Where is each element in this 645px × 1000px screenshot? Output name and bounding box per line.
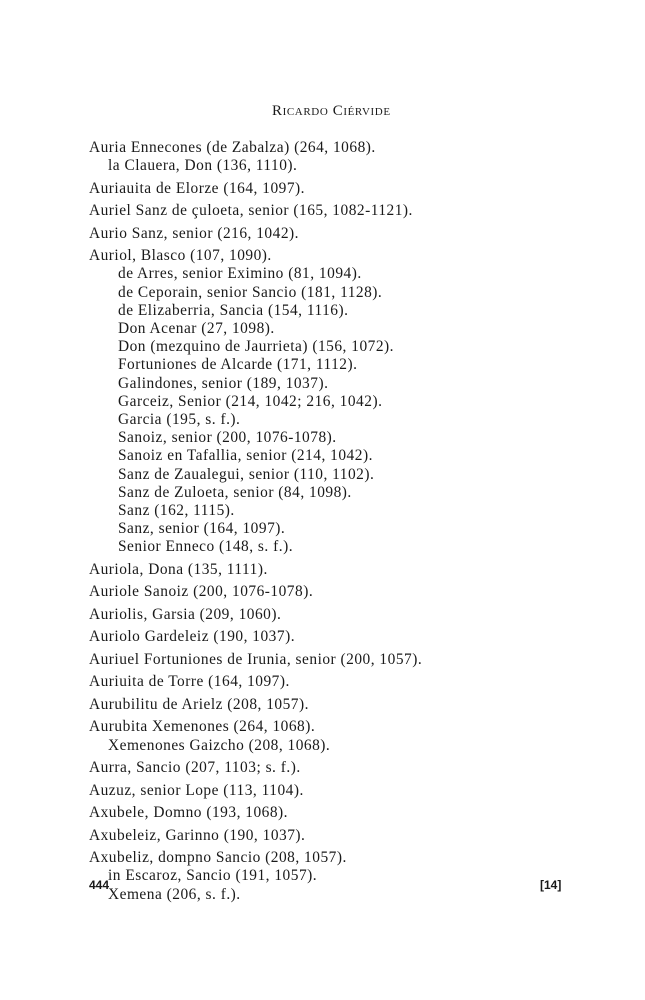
index-subentry: Sanz (162, 1115). bbox=[118, 502, 235, 519]
index-entry: Auria Ennecones (de Zabalza) (264, 1068). bbox=[89, 139, 376, 156]
index-entry: Auriauita de Elorze (164, 1097). bbox=[89, 179, 306, 197]
index-subentry: Sanz de Zuloeta, senior (84, 1098). bbox=[118, 483, 352, 501]
index-entry: Auriel Sanz de çuloeta, senior (165, 1082-1121). bbox=[89, 202, 413, 220]
page-number: 444 bbox=[89, 878, 110, 892]
index-subentry: Don (mezquino de Jaurrieta) (156, 1072). bbox=[118, 338, 395, 356]
index-entry: Auzuz, senior Lope (113, 1104). bbox=[89, 781, 304, 799]
index-subentry: Galindones, senior (189, 1037). bbox=[118, 374, 329, 392]
index-entry: Aurubilitu de Arielz (208, 1057). bbox=[89, 695, 309, 713]
index-subentry: Sanz de Zaualegui, senior (110, 1102). bbox=[118, 465, 375, 483]
index-subentry: de Arres, senior Eximino (81, 1094). bbox=[118, 265, 362, 283]
index-entry: Auriolis, Garsia (209, 1060). bbox=[89, 605, 282, 623]
index-entry: Auriol, Blasco (107, 1090). bbox=[89, 247, 272, 265]
index-entry: Axubele, Domno (193, 1068). bbox=[89, 804, 289, 822]
signature-mark: [14] bbox=[540, 878, 562, 892]
index-entry: Aurubita Xemenones (264, 1068). bbox=[89, 718, 316, 736]
index-entry: Axubeleiz, Garinno (190, 1037). bbox=[89, 826, 306, 844]
index-subentry: Xemenones Gaizcho (208, 1068). bbox=[108, 736, 331, 754]
index-subentry: de Elizaberria, Sancia (154, 1116). bbox=[118, 301, 349, 319]
index-subentry: in Escaroz, Sancio (191, 1057). bbox=[108, 867, 318, 885]
index-entry: Auriuita de Torre (164, 1097). bbox=[89, 673, 290, 691]
index-subentry: Fortuniones de Alcarde (171, 1112). bbox=[118, 356, 358, 374]
index-subentry: Sanoiz, senior (200, 1076-1078). bbox=[118, 429, 337, 447]
index-subentry: Sanz, senior (164, 1097). bbox=[118, 520, 286, 538]
index-entry: Auriolo Gardeleiz (190, 1037). bbox=[89, 628, 296, 646]
index-entry: Aurio Sanz, senior (216, 1042). bbox=[89, 224, 299, 242]
index-entry: Auriole Sanoiz (200, 1076-1078). bbox=[89, 583, 314, 601]
index-subentry: Don Acenar (27, 1098). bbox=[118, 320, 275, 337]
index-subentry: Garceiz, Senior (214, 1042; 216, 1042). bbox=[118, 392, 383, 410]
index-subentry: de Ceporain, senior Sancio (181, 1128). bbox=[118, 283, 383, 301]
index-subentry: Xemena (206, s. f.). bbox=[108, 885, 241, 903]
index-subentry: Senior Enneco (148, s. f.). bbox=[118, 538, 294, 556]
index-subentry: Garcia (195, s. f.). bbox=[118, 411, 241, 428]
index-subentry: la Clauera, Don (136, 1110). bbox=[108, 157, 298, 175]
index-subentry: Sanoiz en Tafallia, senior (214, 1042). bbox=[118, 447, 373, 465]
running-head: Ricardo Ciérvide bbox=[272, 103, 391, 119]
index-entry: Auriola, Dona (135, 1111). bbox=[89, 560, 268, 578]
index-entry: Axubeliz, dompno Sancio (208, 1057). bbox=[89, 849, 347, 867]
index-entry: Aurra, Sancio (207, 1103; s. f.). bbox=[89, 759, 301, 777]
index-entry: Auriuel Fortuniones de Irunia, senior (200, 1057). bbox=[89, 650, 423, 668]
